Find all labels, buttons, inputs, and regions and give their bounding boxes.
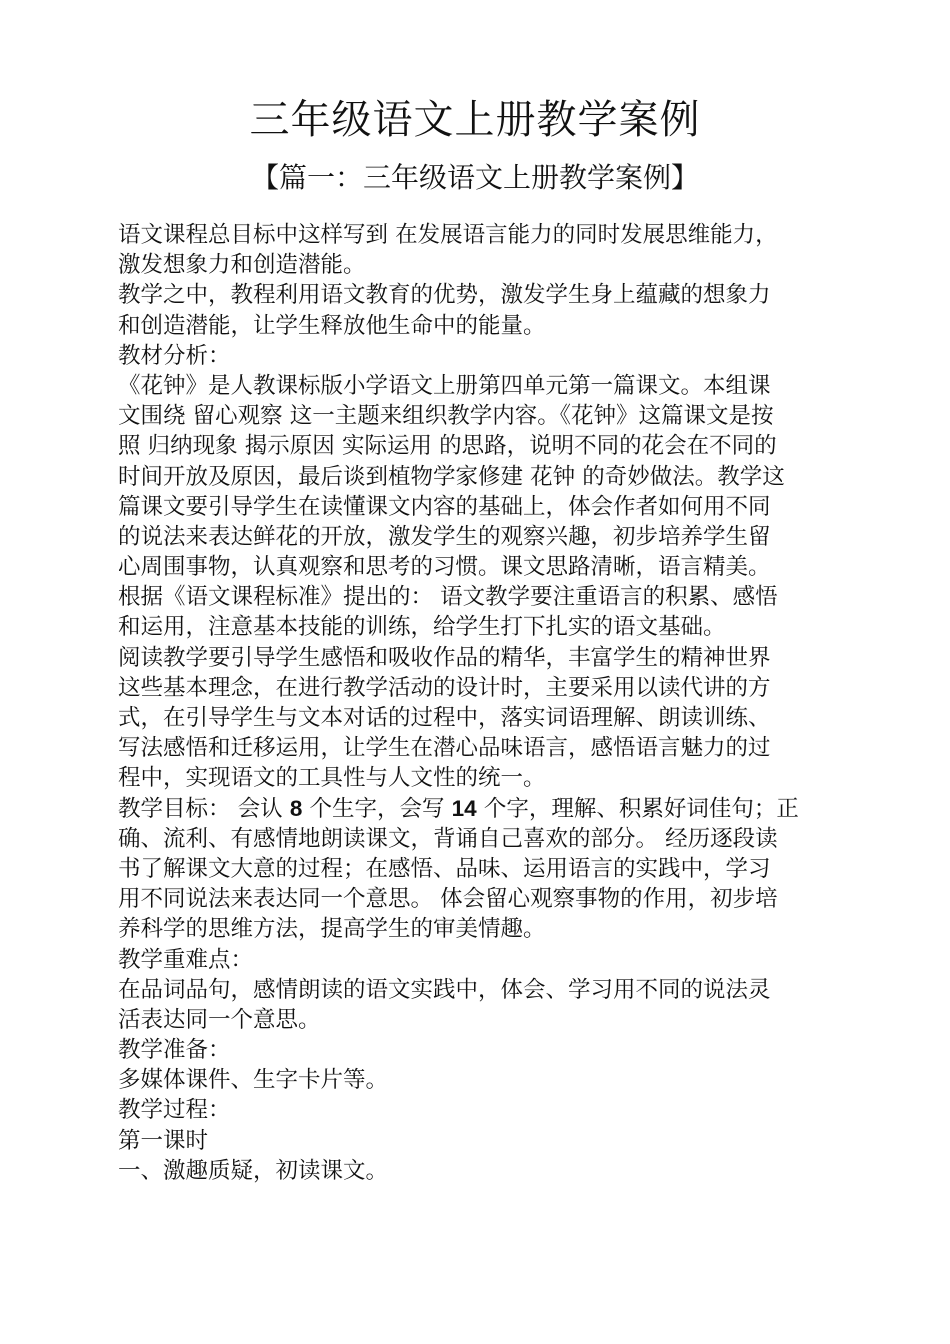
paragraph-line: 心周围事物，认真观察和思考的习惯。课文思路清晰，语言精美。 bbox=[118, 554, 771, 581]
goal-line bbox=[118, 794, 838, 824]
paragraph-line: 和运用，注意基本技能的训练，给学生打下扎实的语文基础。 bbox=[118, 614, 726, 641]
document-subtitle: 【篇一：三年级语文上册教学案例】 bbox=[250, 161, 699, 194]
section-heading: 教学重难点： bbox=[118, 946, 254, 973]
paragraph-line: 用不同说法来表达同一个意思。 体会留心观察事物的作用，初步培 bbox=[118, 886, 778, 913]
paragraph-line: 和创造潜能，让学生释放他生命中的能量。 bbox=[118, 312, 546, 339]
paragraph-line: 写法感悟和迁移运用，让学生在潜心品味语言，感悟语言魅力的过 bbox=[118, 735, 771, 762]
paragraph-line: 教学之中，教程利用语文教育的优势，激发学生身上蕴藏的想象力 bbox=[118, 282, 771, 309]
section-heading: 教材分析： bbox=[118, 342, 231, 369]
paragraph-line: 养科学的思维方法，提高学生的审美情趣。 bbox=[118, 916, 546, 943]
section-heading: 教学准备： bbox=[118, 1037, 231, 1064]
document-body bbox=[118, 220, 838, 1186]
goal-suffix: 个字，理解、积累好词佳句；正 bbox=[476, 795, 799, 822]
paragraph-line: 式，在引导学生与文本对话的过程中，落实词语理解、朗读训练、 bbox=[118, 705, 771, 731]
paragraph-line: 阅读教学要引导学生感悟和吸收作品的精华，丰富学生的精神世界 bbox=[118, 644, 771, 671]
paragraph-line: 确、流利、有感情地朗读课文，背诵自己喜欢的部分。 经历逐段读 bbox=[118, 825, 778, 852]
paragraph-line: 这些基本理念，在进行教学活动的设计时，主要采用以读代讲的方 bbox=[118, 674, 771, 701]
paragraph-line: 语文课程总目标中这样写到 在发展语言能力的同时发展思维能力， bbox=[118, 222, 778, 248]
paragraph-line: 在品词品句，感情朗读的语文实践中，体会、学习用不同的说法灵 bbox=[118, 976, 771, 1003]
paragraph-line: 活表达同一个意思。 bbox=[118, 1006, 321, 1033]
paragraph-line: 照 归纳现象 揭示原因 实际运用 的思路，说明不同的花会在不同的 bbox=[118, 433, 777, 460]
goal-prefix: 教学目标： 会认 bbox=[118, 795, 290, 822]
document-title: 三年级语文上册教学案例 bbox=[249, 97, 701, 143]
paragraph-line: 激发想象力和创造潜能。 bbox=[118, 252, 366, 279]
paragraph-line: 时间开放及原因，最后谈到植物学家修建 花钟 的奇妙做法。教学这 bbox=[118, 463, 785, 490]
goal-number-recognize: 8 bbox=[289, 795, 303, 821]
paragraph-line: 《花钟》是人教课标版小学语文上册第四单元第一篇课文。本组课 bbox=[118, 372, 771, 399]
paragraph-line: 书了解课文大意的过程；在感悟、品味、运用语言的实践中，学习 bbox=[118, 855, 771, 882]
paragraph-line: 篇课文要引导学生在读懂课文内容的基础上，体会作者如何用不同 bbox=[118, 493, 771, 520]
paragraph-line: 多媒体课件、生字卡片等。 bbox=[118, 1067, 389, 1094]
paragraph-line: 的说法来表达鲜花的开放，激发学生的观察兴趣，初步培养学生留 bbox=[118, 523, 771, 550]
goal-number-write: 14 bbox=[451, 795, 477, 821]
paragraph-line: 根据《语文课程标准》提出的： 语文教学要注重语言的积累、感悟 bbox=[118, 584, 778, 611]
paragraph-line: 文围绕 留心观察 这一主题来组织教学内容。《花钟》这篇课文是按 bbox=[118, 403, 774, 430]
goal-mid: 个生字，会写 bbox=[302, 795, 452, 822]
step-heading: 一、激趣质疑，初读课文。 bbox=[118, 1157, 389, 1184]
paragraph-line: 程中，实现语文的工具性与人文性的统一。 bbox=[118, 765, 546, 792]
lesson-heading: 第一课时 bbox=[118, 1127, 209, 1154]
section-heading: 教学过程： bbox=[118, 1097, 231, 1124]
